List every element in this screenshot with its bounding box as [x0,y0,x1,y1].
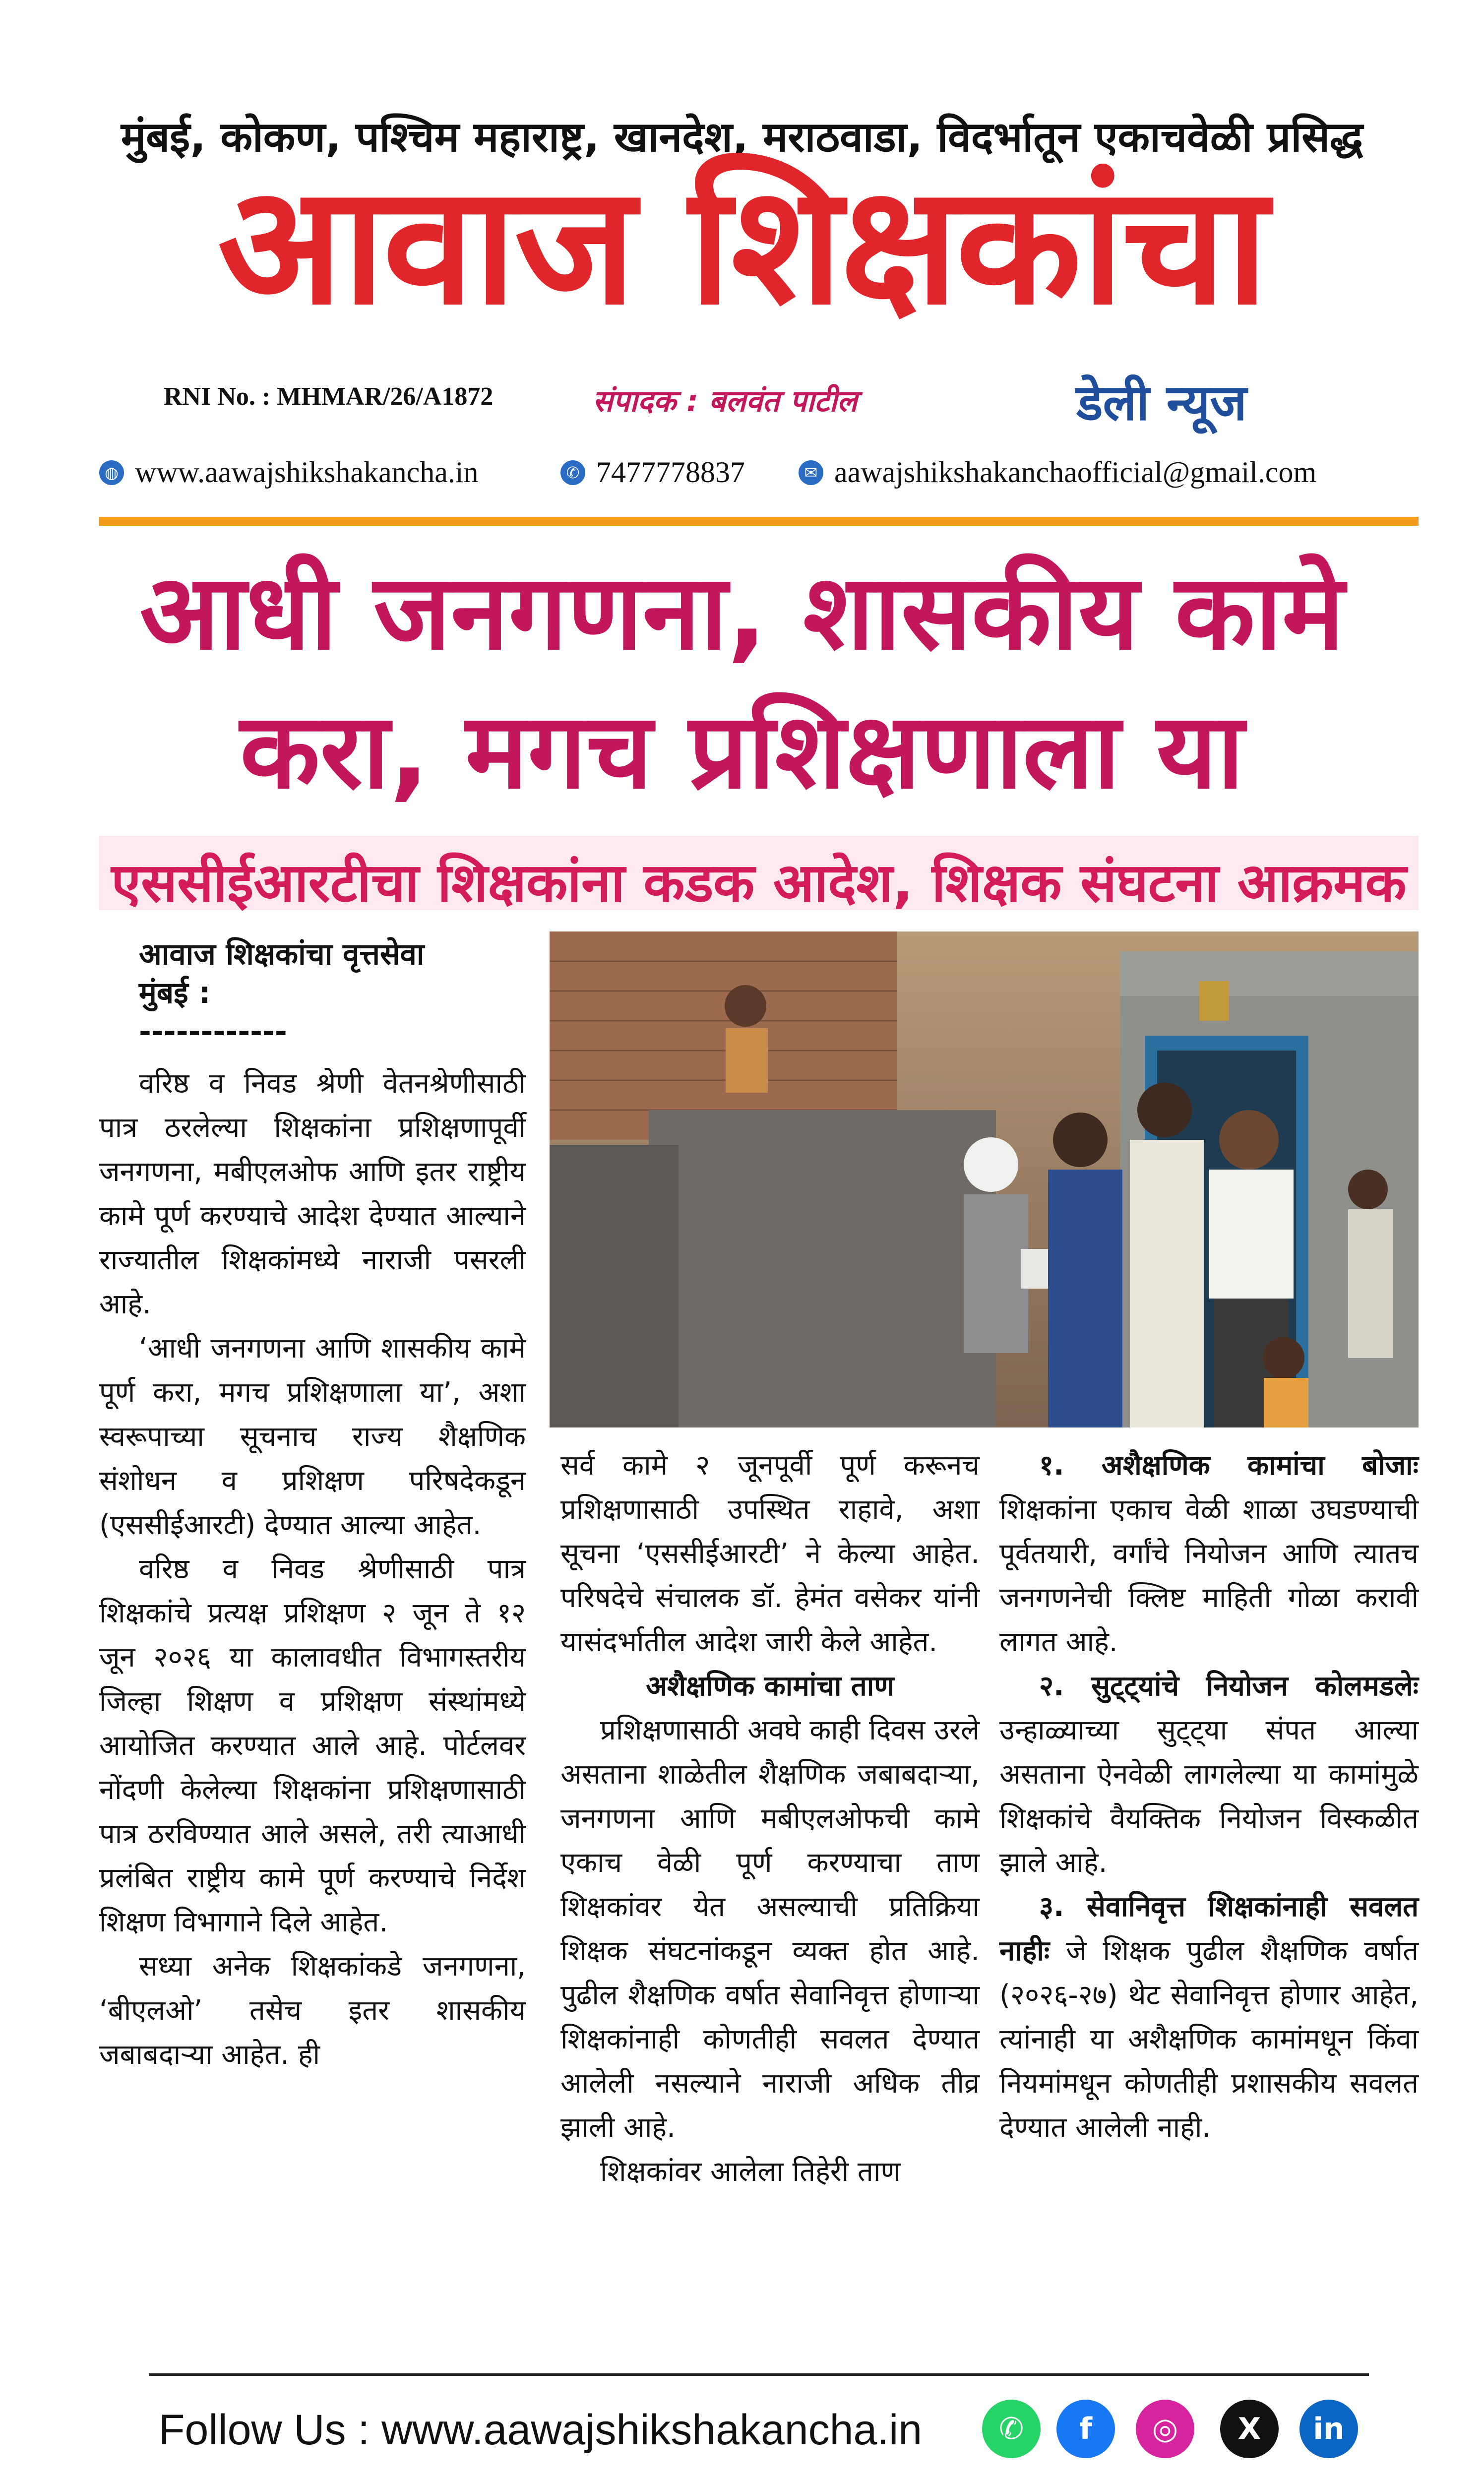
facebook-icon[interactable]: f [1056,2400,1115,2458]
article-column-2 [560,1443,980,2194]
point-1 [999,1443,1419,1664]
census-survey-photo [550,931,1419,1427]
section-subheading: अशैक्षणिक कामांचा ताण [646,1670,894,1702]
headline-line-2: करा, मगच प्रशिक्षणाला या [240,690,1244,812]
subheadline: एससीईआरटीचा शिक्षकांना कडक आदेश, शिक्षक संघटना आक्रमक [111,852,1407,914]
mail-icon: ✉ [799,460,823,485]
point-text: शिक्षकांना एकाच वेळी शाळा उघडण्याची पूर्वतयारी, वर्गांचे नियोजन आणि त्यातच जनगणनेची क्लिष्ट माहिती गोळा करावी लागत आहे. [999,1493,1419,1658]
rni-number: RNI No. : MHMAR/26/A1872 [164,382,494,411]
byline-source: आवाज शिक्षकांचा वृत्तसेवा [139,937,425,972]
point-2 [999,1664,1419,1885]
article-column-1 [99,1061,526,2077]
website-text: www.aawajshikshakancha.in [135,456,479,489]
email-text: aawajshikshakanchaofficial@gmail.com [834,456,1317,489]
instagram-icon[interactable]: ◎ [1136,2400,1194,2458]
contact-website[interactable] [99,455,479,490]
x-icon[interactable]: X [1220,2400,1279,2458]
linkedin-icon[interactable]: in [1299,2400,1358,2458]
paragraph: ‘आधी जनगणना आणि शासकीय कामे पूर्ण करा, मगच प्रशिक्षणाला या’, अशा स्वरूपाच्या सूचनाच राज्य शैक्षणिक संशोधन व प्रशिक्षण परिषदेकडून (एससीईआरटी) देण्यात आल्या आहेत. [99,1332,526,1541]
byline [139,935,424,1051]
phone-icon: ✆ [560,460,585,485]
contact-phone[interactable] [560,455,745,490]
paragraph: प्रशिक्षणासाठी अवघे काही दिवस उरले असताना शाळेतील शैक्षणिक जबाबदाऱ्या, जनगणना आणि मबीएलओफची कामे एकाच वेळी पूर्ण करण्याचा ताण शिक्षकांवर येत असल्याची प्रतिक्रिया शिक्षक संघटनांकडून व्यक्त होत आहे. पुढील शैक्षणिक वर्षात सेवानिवृत्त होणाऱ्या शिक्षकांनाही कोणतीही सवलत देण्यात आलेली नसल्याने नाराजी अधिक तीव्र झाली आहे. [560,1714,980,2144]
contact-email[interactable] [799,455,1316,490]
masthead-title: आवाज शिक्षकांचा [217,150,1267,341]
edition-label: डेली न्यूज [1076,373,1247,432]
point-text: उन्हाळ्याच्या सुट्ट्या संपत आल्या असताना ऐनवेळी लागलेल्या या कामांमुळे शिक्षकांचे वैयक्तिक नियोजन विस्कळीत झाले आहे. [999,1714,1419,1879]
editor-credit: संपादक : बलवंत पाटील [593,384,858,419]
point-heading: १. अशैक्षणिक कामांचा बोजाः [1039,1449,1419,1482]
paragraph: शिक्षकांवर आलेला तिहेरी ताण [600,2156,901,2188]
header-divider [99,517,1419,526]
byline-dashes: ------------ [139,1014,287,1049]
point-text: जे शिक्षक पुढील शैक्षणिक वर्षात (२०२६-२७) थेट सेवानिवृत्त होणार आहेत, त्यांनाही या अशैक्षणिक कामांमधून किंवा नियमांमधून कोणतीही प्रशासकीय सवलत देण्यात आलेली नाही. [999,1935,1419,2144]
paragraph: वरिष्ठ व निवड श्रेणीसाठी पात्र शिक्षकांचे प्रत्यक्ष प्रशिक्षण २ जून ते १२ जून २०२६ या कालावधीत विभागस्तरीय जिल्हा शिक्षण व प्रशिक्षण संस्थांमध्ये आयोजित करण्यात आले आहे. पोर्टलवर नोंदणी केलेल्या शिक्षकांना प्रशिक्षणासाठी पात्र ठरविण्यात आले असले, तरी त्याआधी प्रलंबित राष्ट्रीय कामे पूर्ण करण्याचे निर्देश शिक्षण विभागाने दिले आहेत. [99,1553,526,1938]
paragraph: सध्या अनेक शिक्षकांकडे जनगणना, ‘बीएलओ’ तसेच इतर शासकीय जबाबदाऱ्या आहेत. ही [99,1950,526,2071]
phone-text: 7477778837 [596,456,745,489]
footer-top-rule [149,2373,1369,2376]
article-column-3 [999,1443,1419,2150]
headline-line-1: आधी जनगणना, शासकीय कामे [139,552,1345,673]
article-photo [550,931,1419,1427]
point-heading: ३. सेवानिवृत्त शिक्षकांनाही सवलत नाहीः [999,1891,1419,1967]
point-heading: २. सुट्ट्यांचे नियोजन कोलमडलेः [1039,1670,1419,1702]
follow-us-text[interactable]: Follow Us : www.aawajshikshakancha.in [159,2406,923,2454]
paragraph: सर्व कामे २ जूनपूर्वी पूर्ण करूनच प्रशिक्षणासाठी उपस्थित राहावे, अशा सूचना ‘एससीईआरटी’ ने केल्या आहेत. परिषदेचे संचालक डॉ. हेमंत वसेकर यांनी यासंदर्भातील आदेश जारी केले आहेत. [560,1449,980,1658]
whatsapp-icon[interactable]: ✆ [982,2400,1041,2458]
globe-icon: ◍ [99,460,124,485]
paragraph: वरिष्ठ व निवड श्रेणी वेतनश्रेणीसाठी पात्र ठरलेल्या शिक्षकांना प्रशिक्षणापूर्वी जनगणना, मबीएलओफ आणि इतर राष्ट्रीय कामे पूर्ण करण्याचे आदेश देण्यात आल्याने राज्यातील शिक्षकांमध्ये नाराजी पसरली आहे. [99,1067,526,1320]
publication-tagline: मुंबई, कोकण, पश्चिम महाराष्ट्र, खानदेश, मराठवाडा, विदर्भातून एकाचवेळी प्रसिद्ध [121,113,1363,161]
byline-place: मुंबई : [139,976,211,1010]
point-3 [999,1885,1419,2150]
